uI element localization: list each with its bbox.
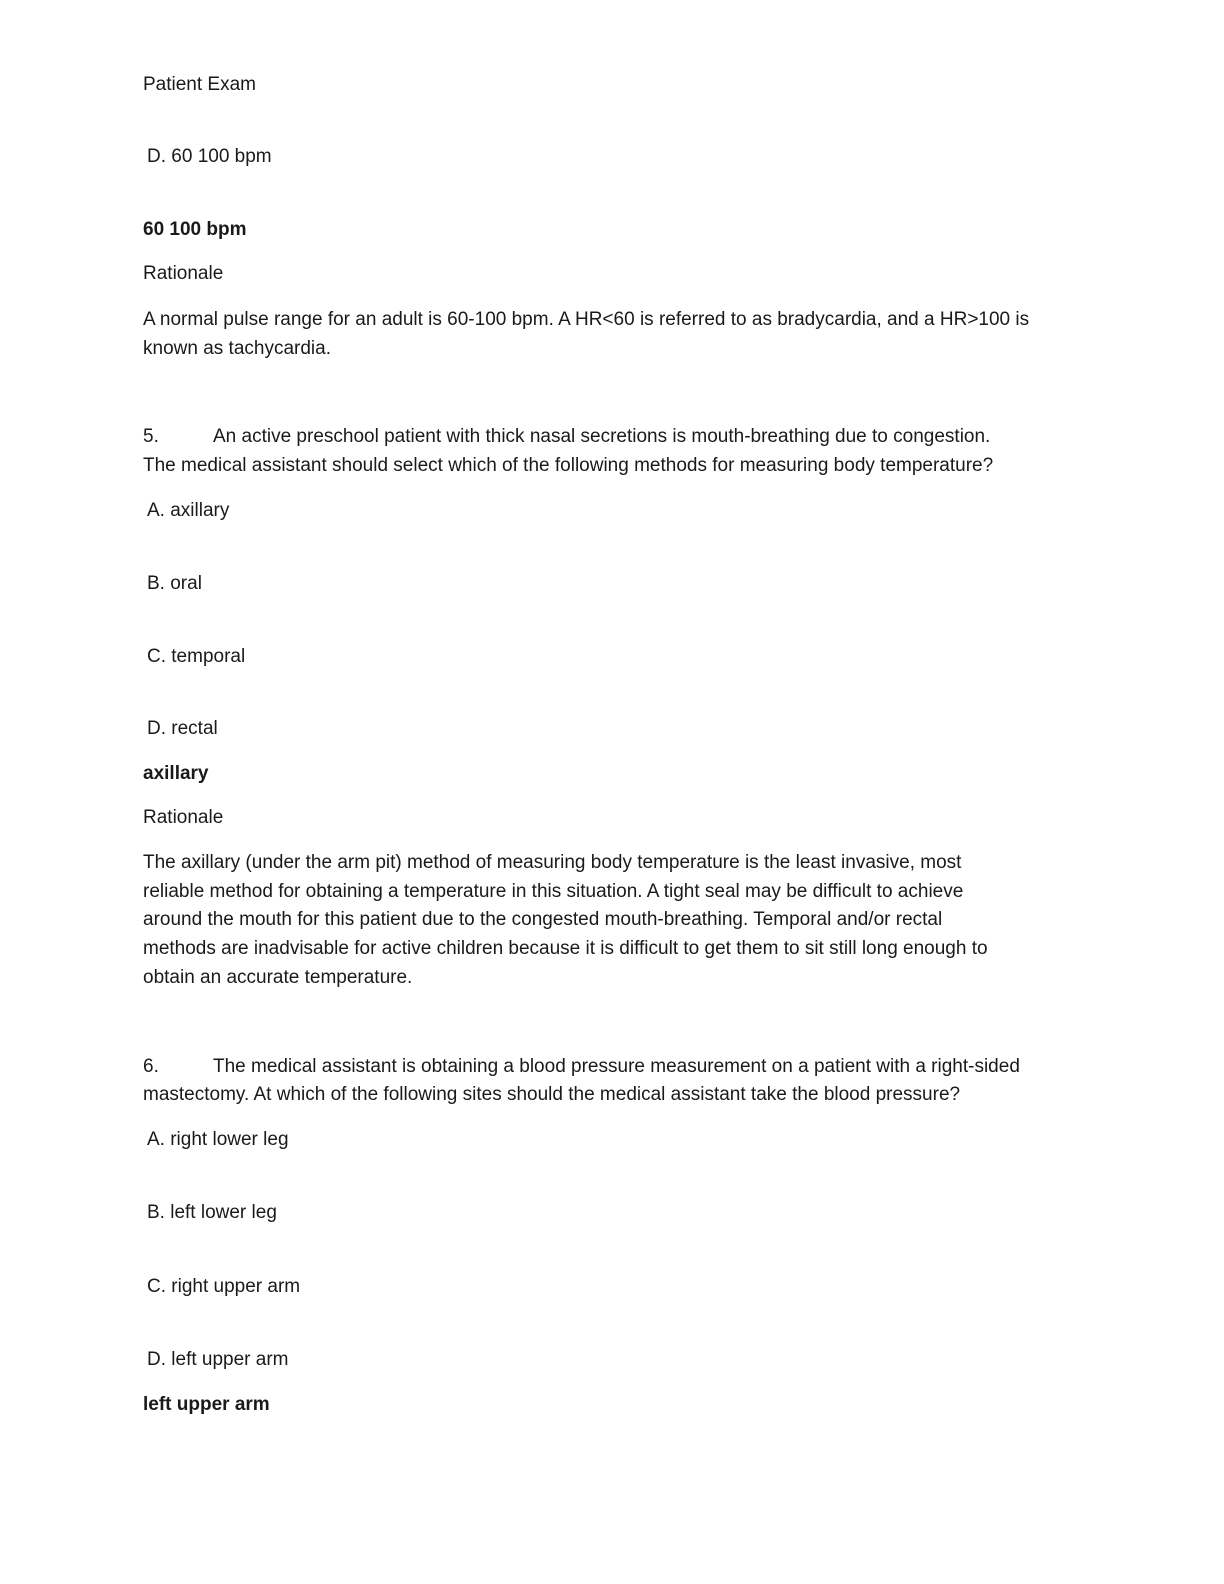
q5-option-c: C. temporal bbox=[147, 646, 246, 667]
q5-rationale-line: reliable method for obtaining a temperature in this situation. A tight seal may be difficult to achieve bbox=[143, 881, 964, 902]
page-title: Patient Exam bbox=[143, 74, 256, 95]
q6-stem-line bbox=[143, 1052, 1020, 1081]
q5-option-b: B. oral bbox=[147, 573, 202, 594]
q5-stem-line bbox=[143, 422, 990, 451]
q5-answer: axillary bbox=[143, 763, 209, 784]
q6-option-a: A. right lower leg bbox=[147, 1129, 289, 1150]
q5-rationale-line: methods are inadvisable for active children because it is difficult to get them to sit still long enough to bbox=[143, 938, 988, 959]
q4-answer: 60 100 bpm bbox=[143, 219, 247, 240]
q6-option-b: B. left lower leg bbox=[147, 1202, 277, 1223]
q5-rationale-label: Rationale bbox=[143, 807, 224, 828]
q6-option-d: D. left upper arm bbox=[147, 1349, 289, 1370]
q5-rationale-line: The axillary (under the arm pit) method of measuring body temperature is the least invasive, most bbox=[143, 852, 962, 873]
q5-rationale-line: obtain an accurate temperature. bbox=[143, 967, 413, 988]
q5-number: 5. bbox=[143, 426, 159, 447]
q4-rationale-line: A normal pulse range for an adult is 60-100 bpm. A HR<60 is referred to as bradycardia, and a HR>100 is bbox=[143, 309, 1030, 330]
q4-rationale-label: Rationale bbox=[143, 263, 224, 284]
q6-stem-line: mastectomy. At which of the following sites should the medical assistant take the blood pressure? bbox=[143, 1084, 961, 1105]
q5-stem-text: An active preschool patient with thick nasal secretions is mouth-breathing due to congestion. bbox=[213, 426, 991, 447]
q5-option-d: D. rectal bbox=[147, 718, 218, 739]
q5-option-a: A. axillary bbox=[147, 500, 230, 521]
q4-rationale-line: known as tachycardia. bbox=[143, 338, 331, 359]
q5-rationale-line: around the mouth for this patient due to the congested mouth-breathing. Temporal and/or rectal bbox=[143, 909, 943, 930]
q6-answer: left upper arm bbox=[143, 1394, 270, 1415]
q6-number: 6. bbox=[143, 1056, 159, 1077]
q6-option-c: C. right upper arm bbox=[147, 1276, 301, 1297]
q4-option-d: D. 60 100 bpm bbox=[147, 146, 272, 167]
q5-stem-line: The medical assistant should select which of the following methods for measuring body temperature? bbox=[143, 455, 994, 476]
q6-stem-text: The medical assistant is obtaining a blood pressure measurement on a patient with a right-sided bbox=[213, 1056, 1020, 1077]
